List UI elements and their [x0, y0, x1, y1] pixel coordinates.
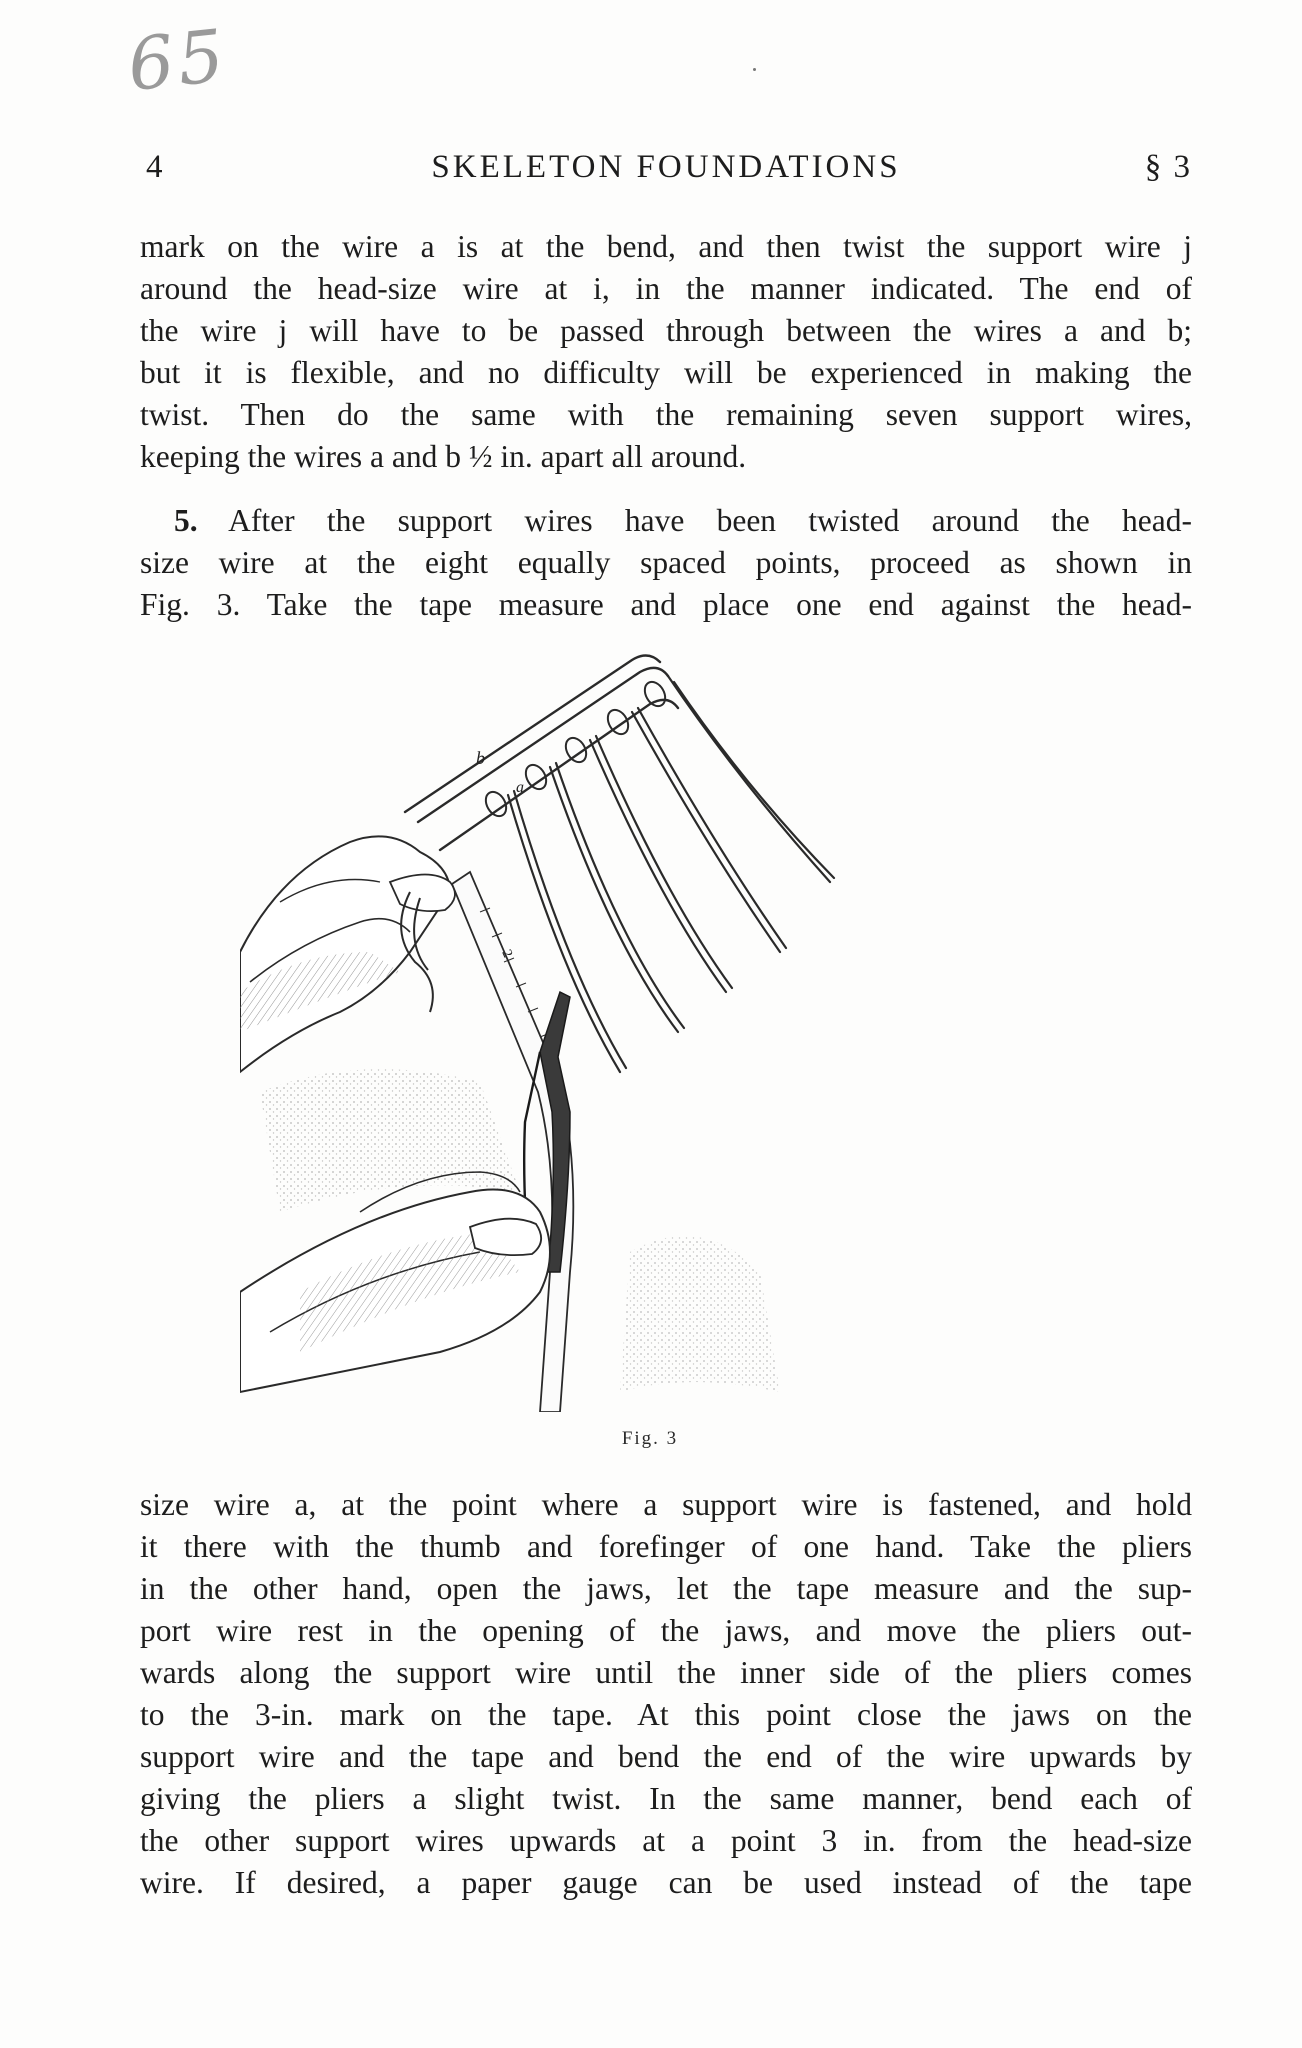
text-line: the other support wires upwards at a point 3 in. from the head-size — [140, 1823, 1192, 1858]
text-line — [140, 500, 1192, 542]
text-line: around the head-size wire at i, in the manner indicated. The end of — [140, 271, 1192, 306]
paragraph-top — [140, 226, 1192, 478]
section-mark: § 3 — [1144, 149, 1192, 185]
tape-mark-2: 2 — [498, 947, 515, 961]
text-line: keeping the wires a and b ½ in. apart all around. — [140, 439, 747, 474]
head-size-wire-b — [418, 668, 668, 822]
text-line: giving the pliers a slight twist. In the same manner, bend each of — [140, 1781, 1192, 1816]
text-line: in the other hand, open the jaws, let the tape measure and the sup- — [140, 1571, 1192, 1606]
figure-caption: Fig. 3 — [621, 1428, 679, 1449]
paragraph-section-5 — [140, 500, 1192, 626]
text-line: support wire and the tape and bend the end of the wire upwards by — [140, 1739, 1192, 1774]
text-line: port wire rest in the opening of the jaws, and move the pliers out- — [140, 1613, 1192, 1648]
running-header — [140, 142, 1192, 192]
wire-label-a: a — [516, 779, 524, 796]
handwritten-page-number: 65 — [123, 13, 232, 107]
text-line: Fig. 3. Take the tape measure and place one end against the head- — [140, 587, 1192, 622]
section-number: 5. — [174, 503, 198, 538]
ground-shading-right — [620, 1236, 780, 1392]
figure-illustration — [240, 652, 960, 1412]
text-line: to the 3-in. mark on the tape. At this point close the jaws on the — [140, 1697, 1192, 1732]
page-number: 4 — [146, 149, 165, 185]
text-line: size wire at the eight equally spaced points, proceed as shown in — [140, 545, 1192, 580]
text-line-content: After the support wires have been twisted around the head- — [228, 503, 1193, 538]
print-speck — [753, 68, 756, 71]
wire-label-b: b — [476, 748, 485, 768]
text-line: wire. If desired, a paper gauge can be used instead of the tape — [140, 1865, 1192, 1900]
text-line: twist. Then do the same with the remaining seven support wires, — [140, 397, 1192, 432]
text-line: mark on the wire a is at the bend, and then twist the support wire j — [140, 229, 1192, 264]
text-line: but it is flexible, and no difficulty will be experienced in making the — [140, 355, 1192, 390]
text-line: wards along the support wire until the inner side of the pliers comes — [140, 1655, 1192, 1690]
right-thumb — [470, 1219, 541, 1255]
paragraph-bottom — [140, 1484, 1192, 1904]
text-line: size wire a, at the point where a support wire is fastened, and hold — [140, 1487, 1192, 1522]
running-title: SKELETON FOUNDATIONS — [431, 149, 901, 185]
text-line: the wire j will have to be passed through between the wires a and b; — [140, 313, 1192, 348]
text-line: it there with the thumb and forefinger of one hand. Take the pliers — [140, 1529, 1192, 1564]
